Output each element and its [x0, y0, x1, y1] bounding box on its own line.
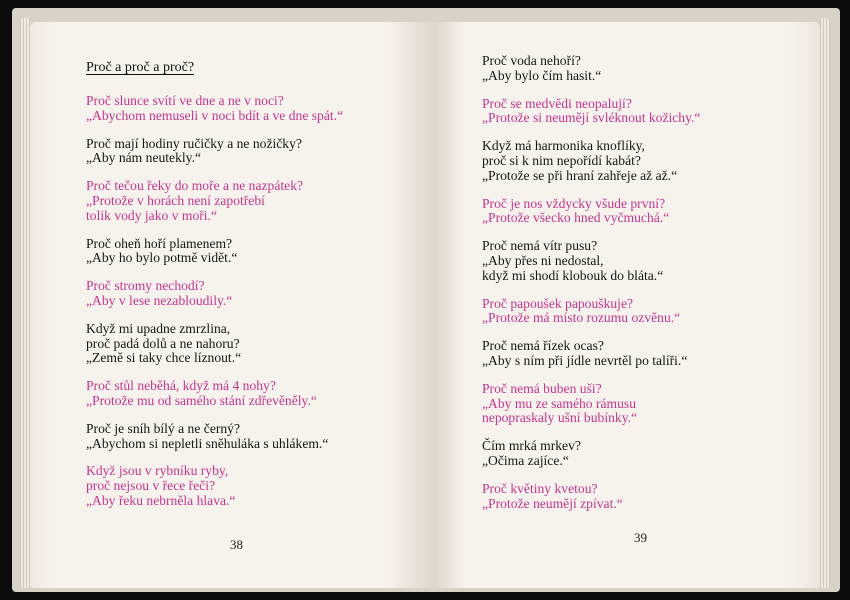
question-answer-block	[86, 422, 424, 452]
question-answer-block	[482, 297, 810, 327]
page-edges-left	[20, 18, 30, 588]
answer-line: proč padá dolů a ne nahoru?	[86, 335, 240, 351]
answer-line: „Aby v lese nezabloudily.“	[86, 292, 233, 308]
answer-line: „Aby ho bylo potmě vidět.“	[86, 250, 238, 266]
answer-line: „Aby nám neutekly.“	[86, 150, 202, 166]
answer-line: „Protože má místo rozumu ozvěnu.“	[482, 310, 681, 326]
question-line: Proč nemá buben uši?	[482, 380, 602, 396]
page-number-right: 39	[634, 530, 647, 545]
answer-line: tolik vody jako v moři.“	[86, 207, 218, 223]
question-line: Proč nemá řízek ocas?	[482, 338, 604, 354]
answer-line: „Aby mu ze samého rámusu	[482, 395, 637, 411]
answer-line: „Aby řeku nebrněla hlava.“	[86, 492, 236, 508]
question-answer-block	[482, 97, 810, 127]
question-line: Když mi upadne zmrzlina,	[86, 320, 231, 336]
right-page	[434, 22, 820, 588]
question-answer-block	[482, 54, 810, 84]
answer-line: „Abychom nemuseli v noci bdít a ve dne spát.“	[86, 107, 344, 123]
question-line: Proč tečou řeky do moře a ne nazpátek?	[86, 178, 304, 194]
answer-line: „Protože v horách není zapotřebí	[86, 192, 265, 208]
question-answer-block	[86, 137, 424, 167]
left-page-content	[86, 60, 424, 522]
answer-line: „Očima zajíce.“	[482, 452, 569, 468]
question-line: Proč slunce svítí ve dne a ne v noci?	[86, 93, 284, 108]
question-line: Proč se medvědi neopalují?	[482, 95, 632, 111]
answer-line: „Protože si neumějí svléknout kožichy.“	[482, 110, 701, 126]
question-answer-block	[86, 179, 424, 223]
answer-line: „Protože neumějí zpívat.“	[482, 495, 623, 511]
question-answer-block	[86, 322, 424, 366]
answer-line: „Země si taky chce líznout.“	[86, 350, 242, 366]
question-line: Proč je nos vždycky všude první?	[482, 195, 666, 211]
question-answer-block	[482, 382, 810, 426]
answer-line: „Protože mu od samého stání zdřevěněly.“	[86, 392, 317, 408]
answer-line: „Aby s ním při jídle nevrtěl po talíři.“	[482, 352, 688, 368]
answer-line: „Protože se při hraní zahřeje až až.“	[482, 167, 678, 183]
answer-line: když mi shodí klobouk do bláta.“	[482, 267, 664, 283]
question-answer-block	[482, 482, 810, 512]
question-line: Proč oheň hoří plamenem?	[86, 235, 233, 251]
answer-line: „Protože všecko hned vyčmuchá.“	[482, 210, 670, 226]
question-answer-block	[86, 237, 424, 267]
question-answer-block	[482, 197, 810, 227]
question-line: Proč nemá vítr pusu?	[482, 238, 598, 254]
page-number-left: 38	[230, 537, 243, 552]
page-heading: Proč a proč a proč?	[86, 60, 195, 75]
question-answer-block	[86, 94, 424, 124]
left-page	[30, 22, 434, 588]
question-line: Čím mrká mrkev?	[482, 438, 581, 454]
answer-line: „Aby bylo čím hasit.“	[482, 67, 602, 83]
question-answer-block	[86, 379, 424, 409]
answer-line: nepopraskaly ušní bubínky.“	[482, 410, 638, 426]
question-line: Když má harmonika knoflíky,	[482, 138, 645, 154]
question-line: Proč papoušek papouškuje?	[482, 295, 634, 311]
answer-line: „Aby přes ni nedostal,	[482, 252, 604, 268]
question-answer-block	[482, 239, 810, 283]
question-line: Proč květiny kvetou?	[482, 480, 598, 496]
question-answer-block	[86, 464, 424, 508]
right-page-content	[482, 54, 810, 524]
question-answer-block	[482, 339, 810, 369]
question-answer-block	[482, 439, 810, 469]
question-answer-block	[86, 279, 424, 309]
answer-line: proč nejsou v řece řeči?	[86, 478, 216, 494]
question-line: Proč voda nehoří?	[482, 53, 581, 68]
answer-line: „Abychom si nepletli sněhuláka s uhlákem.“	[86, 435, 329, 451]
question-line: Proč stromy nechodí?	[86, 278, 205, 294]
question-line: Proč stůl neběhá, když má 4 nohy?	[86, 378, 276, 394]
question-line: Proč mají hodiny ručičky a ne nožičky?	[86, 135, 302, 151]
question-line: Když jsou v rybníku ryby,	[86, 463, 229, 479]
question-line: Proč je sníh bílý a ne černý?	[86, 420, 241, 436]
question-answer-block	[482, 139, 810, 183]
open-book	[12, 8, 840, 592]
page-edges-right	[820, 18, 830, 588]
answer-line: proč si k nim nepořídí kabát?	[482, 152, 641, 168]
